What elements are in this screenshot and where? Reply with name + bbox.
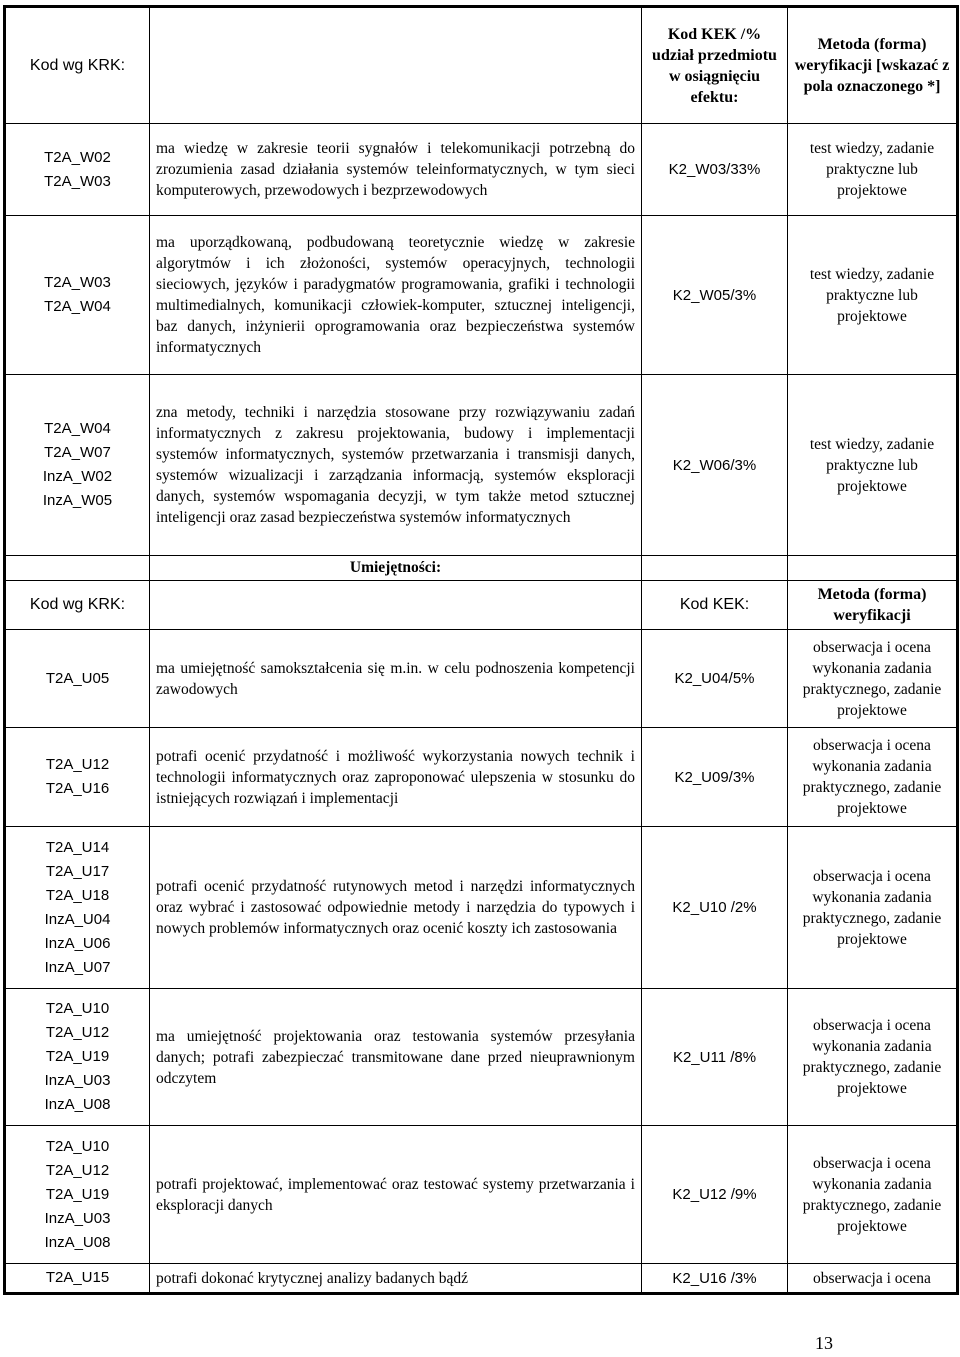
header-krk: Kod wg KRK:	[5, 7, 150, 124]
header-blank	[150, 7, 642, 124]
table-row	[5, 827, 958, 989]
skills-section-row	[5, 556, 958, 581]
verification-method: test wiedzy, zadanie praktyczne lub projektowe	[788, 375, 958, 556]
skills-header-method: Metoda (forma) weryfikacji	[788, 581, 958, 630]
header-kek: Kod KEK /% udział przedmiotu w osiągnięciu efektu:	[642, 7, 788, 124]
outcome-description: ma umiejętność samokształcenia się m.in. w celu podnoszenia kompetencji zawodowych	[150, 630, 642, 728]
kek-code: K2_W03/33%	[642, 124, 788, 216]
table-row	[5, 124, 958, 216]
krk-codes: T2A_U14 T2A_U17 T2A_U18 InzA_U04 InzA_U06 InzA_U07	[5, 827, 150, 989]
krk-codes: T2A_U15	[5, 1264, 150, 1294]
outcome-description: ma umiejętność projektowania oraz testowania systemów przesyłania danych; potrafi zabezpieczać transmitowane dane przed nieuprawnionym odczytem	[150, 989, 642, 1126]
krk-codes: T2A_U10 T2A_U12 T2A_U19 InzA_U03 InzA_U08	[5, 989, 150, 1126]
skills-section-title: Umiejętności:	[150, 556, 642, 581]
table-row	[5, 216, 958, 375]
verification-method: obserwacja i ocena wykonania zadania praktycznego, zadanie projektowe	[788, 1126, 958, 1264]
verification-method: test wiedzy, zadanie praktyczne lub projektowe	[788, 124, 958, 216]
krk-codes: T2A_W02 T2A_W03	[5, 124, 150, 216]
table-row	[5, 375, 958, 556]
skills-header-row	[5, 581, 958, 630]
verification-method: obserwacja i ocena wykonania zadania praktycznego, zadanie projektowe	[788, 989, 958, 1126]
kek-code: K2_U11 /8%	[642, 989, 788, 1126]
header-method: Metoda (forma) weryfikacji [wskazać z pola oznaczonego *]	[788, 7, 958, 124]
verification-method: obserwacja i ocena wykonania zadania praktycznego, zadanie projektowe	[788, 630, 958, 728]
kek-code: K2_W06/3%	[642, 375, 788, 556]
krk-codes: T2A_U10 T2A_U12 T2A_U19 InzA_U03 InzA_U08	[5, 1126, 150, 1264]
table-row	[5, 728, 958, 827]
outcome-description: potrafi ocenić przydatność i możliwość wykorzystania nowych technik i technologii informatycznych oraz zaproponować ulepszenia w stosunku do istniejących rozwiązań i implementacji	[150, 728, 642, 827]
kek-code: K2_U09/3%	[642, 728, 788, 827]
outcome-description: ma uporządkowaną, podbudowaną teoretycznie wiedzę w zakresie algorytmów i ich złożoności, systemów operacyjnych, technologii sieciowych, języków i paradygmatów programowania, grafiki i technologii multimedialnych, komunikacji człowiek-komputer, sztucznej inteligencji, baz danych, inżynierii oprogramowania oraz bezpieczeństwa systemów informatycznych	[150, 216, 642, 375]
outcome-description: potrafi dokonać krytycznej analizy badanych bądź	[150, 1264, 642, 1294]
learning-outcomes-table	[3, 5, 959, 1295]
kek-code: K2_U04/5%	[642, 630, 788, 728]
skills-header-krk: Kod wg KRK:	[5, 581, 150, 630]
krk-codes: T2A_W03 T2A_W04	[5, 216, 150, 375]
verification-method: obserwacja i ocena wykonania zadania praktycznego, zadanie projektowe	[788, 728, 958, 827]
krk-codes: T2A_U12 T2A_U16	[5, 728, 150, 827]
table-header-row	[5, 7, 958, 124]
krk-codes: T2A_U05	[5, 630, 150, 728]
verification-method: obserwacja i ocena wykonania zadania praktycznego, zadanie projektowe	[788, 827, 958, 989]
krk-codes: T2A_W04 T2A_W07 InzA_W02 InzA_W05	[5, 375, 150, 556]
verification-method: test wiedzy, zadanie praktyczne lub projektowe	[788, 216, 958, 375]
kek-code: K2_W05/3%	[642, 216, 788, 375]
outcome-description: potrafi projektować, implementować oraz testować systemy przetwarzania i eksploracji danych	[150, 1126, 642, 1264]
page-number: 13	[815, 1333, 833, 1353]
verification-method: obserwacja i ocena	[788, 1264, 958, 1294]
kek-code: K2_U12 /9%	[642, 1126, 788, 1264]
outcome-description: ma wiedzę w zakresie teorii sygnałów i telekomunikacji potrzebną do zrozumienia zasad działania systemów teleinformatycznych, w tym sieci komputerowych, przewodowych i bezprzewodowych	[150, 124, 642, 216]
kek-code: K2_U16 /3%	[642, 1264, 788, 1294]
table-row	[5, 1126, 958, 1264]
table-row	[5, 989, 958, 1126]
table-row	[5, 630, 958, 728]
outcome-description: zna metody, techniki i narzędzia stosowane przy rozwiązywaniu zadań informatycznych z zakresu projektowania, budowy i implementacji systemów informatycznych, systemów przetwarzania i transmisji danych, systemów wizualizacji i zarządzania informacją, systemów eksploracji danych, systemów wspomagania decyzji, w tym także metod sztucznej inteligencji oraz zasad bezpieczeństwa systemów informatycznych	[150, 375, 642, 556]
skills-header-kek: Kod KEK:	[642, 581, 788, 630]
outcome-description: potrafi ocenić przydatność rutynowych metod i narzędzi informatycznych oraz wybrać i zastosować odpowiednie metody i narzędzia do typowych i nowych problemów informatycznych oraz ocenić koszty ich zastosowania	[150, 827, 642, 989]
kek-code: K2_U10 /2%	[642, 827, 788, 989]
table-row	[5, 1264, 958, 1294]
